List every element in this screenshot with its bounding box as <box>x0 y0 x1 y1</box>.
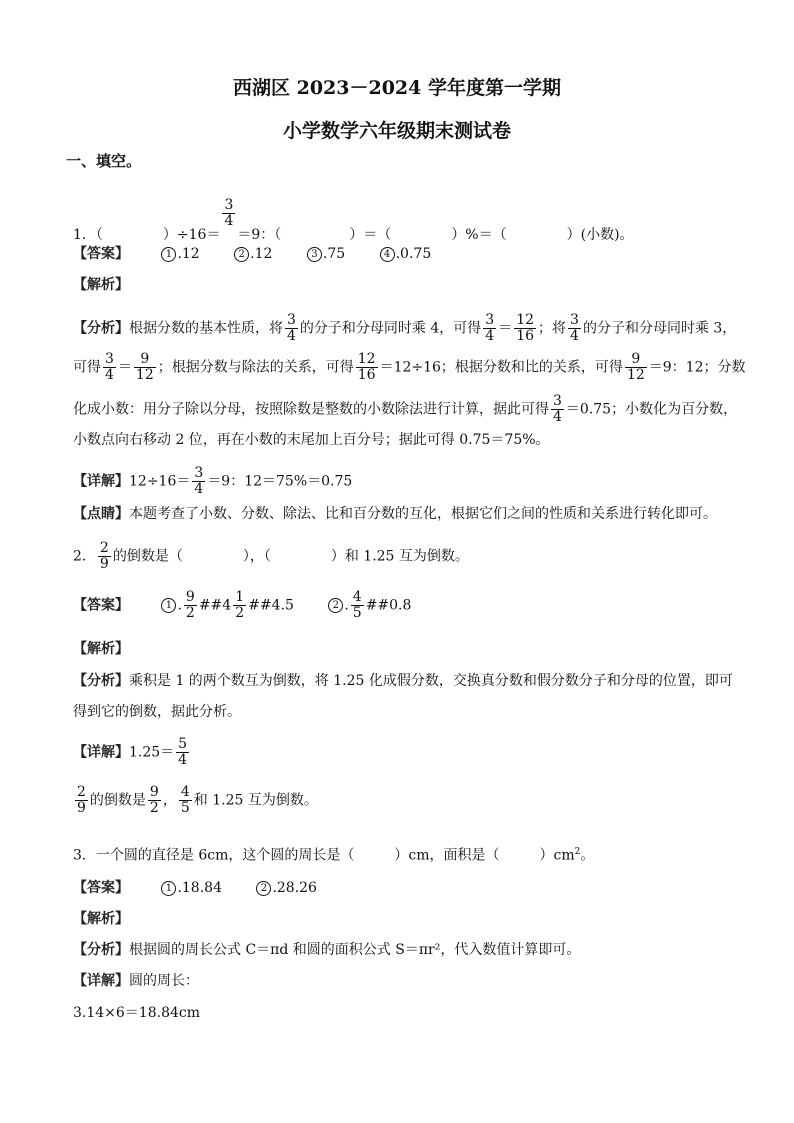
q1-fenxi-line1: 【分析】根据分数的基本性质，将 $\frac{3}{4}$ 的分子和分母同时乘 4，可得 $\frac{3}{4}$ ＝ $\frac{12}{16}$ ；将 $\frac{3}{4}$ 的分子和分母同时乘 3， <box>73 312 737 344</box>
q1-fenxi-line4: 小数点向右移动 2 位，再在小数的末尾加上百分号；据此可得 0.75＝75%。 <box>73 432 550 448</box>
q1-fenxi-line2: 可得 $\frac{3}{4}$ ＝ $\frac{9}{12}$ ；根据分数与除法的关系，可得 $\frac{12}{16}$ ＝12÷16；根据分数和比的关系，可得 $\frac{9}{12}$ ＝9：12；分数 <box>73 351 746 383</box>
q2-fenxi-line1: 【分析】乘积是 1 的两个数互为倒数，将 1.25 化成假分数，交换真分数和假分数分子和分母的位置，即可 <box>73 673 733 689</box>
answer-tag: 【答案】 <box>73 246 129 262</box>
question-3: 3．一个圆的直径是 6cm，这个圆的周长是（ ）cm，面积是（ ）$cm^2$。 <box>73 847 595 864</box>
q3-fenxi: 【分析】根据圆的周长公式 C＝πd 和圆的面积公式 S＝πr²，代入数值计算即可。 <box>73 942 581 958</box>
q2-answer: 【答案】 1 . $\frac{9}{2}$ ##4 $\frac{1}{2}$ ##4.5 2 . $\frac{4}{5}$ ##0.8 <box>73 589 412 621</box>
q3-detail: 【详解】圆的周长： <box>73 973 199 989</box>
q1-fenxi-line3: 化成小数：用分子除以分母，按照除数是整数的小数除法进行计算，据此可得 $\frac{3}{4}$ ＝0.75；小数化为百分数， <box>73 393 738 425</box>
question-2: 2． $\frac{2}{9}$ 的倒数是（ ），（ ）和 1.25 互为倒数。 <box>73 540 469 572</box>
q2-analysis-tag: 【解析】 <box>73 641 129 657</box>
section-heading: 一、填空。 <box>66 152 142 170</box>
fraction-3-4: $\frac{3}{4}$ <box>224 197 234 229</box>
document-title: 西湖区 2023－2024 学年度第一学期 <box>233 77 561 99</box>
q1-answer: 【答案】 1 .12 2 .12 3 .75 4 .0.75 <box>73 246 432 262</box>
q2-fenxi-line2: 得到它的倒数，据此分析。 <box>73 704 241 720</box>
question-1: 1．（ ）÷16＝ $\frac{3}{4}$ ＝9：（ ）＝（ ）%＝（ ）(小数)。 <box>73 197 634 243</box>
q1-point: 【点睛】本题考查了小数、分数、除法、比和百分数的互化，根据它们之间的性质和关系进行转化即可。 <box>73 506 717 522</box>
q1-detail: 【详解】12÷16＝ $\frac{3}{4}$ ＝9：12＝75%＝0.75 <box>73 465 353 497</box>
q3-analysis-tag: 【解析】 <box>73 911 129 927</box>
document-subtitle: 小学数学六年级期末测试卷 <box>282 120 511 142</box>
q3-answer: 【答案】 1 .18.84 2 .28.26 <box>73 880 317 896</box>
q2-detail-line2: $\frac{2}{9}$ 的倒数是 $\frac{9}{2}$ ， $\frac{4}{5}$ 和 1.25 互为倒数。 <box>77 784 318 816</box>
q3-calc: 3.14×6＝18.84cm <box>73 1005 201 1021</box>
q2-detail: 【详解】1.25＝ $\frac{5}{4}$ <box>73 736 188 768</box>
q1-analysis-tag: 【解析】 <box>73 277 129 293</box>
